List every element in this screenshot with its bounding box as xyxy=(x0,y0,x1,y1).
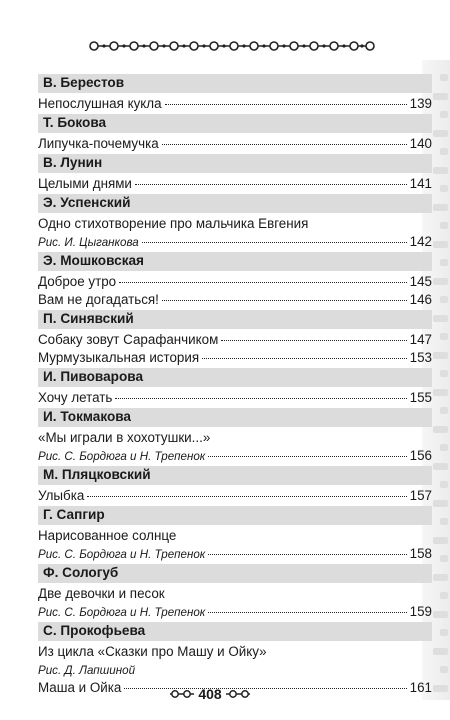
entry-page-number: 146 xyxy=(409,292,432,307)
bleed-through-mark xyxy=(440,407,448,414)
bleed-through-mark xyxy=(433,500,448,507)
entry-title: Две девочки и песок xyxy=(38,586,165,601)
entry-title: Из цикла «Сказки про Машу и Ойку» xyxy=(38,644,267,659)
bleed-through-mark xyxy=(440,592,448,599)
entry-page-number: 158 xyxy=(409,546,432,561)
toc-section xyxy=(38,154,432,193)
dot-leader xyxy=(119,282,407,283)
bleed-through-mark xyxy=(433,648,448,655)
author-heading: В. Берестов xyxy=(38,74,432,93)
bleed-through-mark xyxy=(433,204,448,211)
ornament-chain-icon xyxy=(88,36,376,56)
toc-entry[interactable] xyxy=(38,215,432,233)
dot-leader xyxy=(208,612,406,613)
entry-page-number: 139 xyxy=(409,96,432,111)
dot-leader xyxy=(202,358,407,359)
author-heading: Э. Успенский xyxy=(38,194,432,213)
entry-title: Хочу летать xyxy=(38,390,113,405)
illustrator-credit: Рис. С. Бордюга и Н. Трепенок xyxy=(38,450,206,463)
author-heading: Г. Сапгир xyxy=(38,506,432,525)
toc-entry[interactable] xyxy=(38,603,432,621)
dot-leader xyxy=(115,398,406,399)
bleed-through-mark xyxy=(433,463,448,470)
entry-page-number: 141 xyxy=(409,176,432,191)
illustrator-credit: Рис. С. Бордюга и Н. Трепенок xyxy=(38,548,206,561)
author-heading: В. Лунин xyxy=(38,154,432,173)
toc-entry[interactable] xyxy=(38,447,432,465)
bleed-through-mark xyxy=(440,185,448,192)
bleed-through-mark xyxy=(440,74,448,81)
illustrator-credit: Рис. Д. Лапшиной xyxy=(38,664,136,677)
toc-section xyxy=(38,310,432,367)
dot-leader xyxy=(208,554,406,555)
bleed-through-mark xyxy=(440,111,448,118)
toc-entry[interactable] xyxy=(38,545,432,563)
entry-page-number: 157 xyxy=(409,488,432,503)
toc-entry[interactable] xyxy=(38,291,432,309)
author-heading: И. Токмакова xyxy=(38,408,432,427)
illustrator-credit: Рис. С. Бордюга и Н. Трепенок xyxy=(38,606,206,619)
dot-leader xyxy=(162,144,407,145)
entry-title: Улыбка xyxy=(38,488,85,503)
bleed-through-mark xyxy=(433,241,448,248)
dot-leader xyxy=(208,456,406,457)
entry-page-number: 153 xyxy=(409,350,432,365)
footer-ornament-right-icon xyxy=(226,689,250,699)
bleed-through-mark xyxy=(440,666,448,673)
author-heading: П. Синявский xyxy=(38,310,432,329)
bleed-through-mark xyxy=(433,352,448,359)
top-ornament xyxy=(88,36,376,56)
dot-leader xyxy=(221,340,406,341)
bleed-through-mark xyxy=(440,555,448,562)
bleed-through-mark xyxy=(433,685,448,692)
author-heading: Т. Бокова xyxy=(38,114,432,133)
bleed-through-mark xyxy=(440,148,448,155)
bleed-through-mark xyxy=(433,278,448,285)
author-heading: Ф. Сологуб xyxy=(38,564,432,583)
author-heading: С. Прокофьева xyxy=(38,622,432,641)
toc-section xyxy=(38,74,432,113)
entry-page-number: 147 xyxy=(409,332,432,347)
author-heading: М. Пляцковский xyxy=(38,466,432,485)
entry-page-number: 156 xyxy=(409,448,432,463)
bleed-through-mark xyxy=(440,296,448,303)
toc-entry[interactable] xyxy=(38,585,432,603)
toc-section xyxy=(38,194,432,251)
entry-title: Мурмузыкальная история xyxy=(38,350,200,365)
bleed-through-mark xyxy=(433,167,448,174)
entry-page-number: 145 xyxy=(409,274,432,289)
toc-entry[interactable] xyxy=(38,527,432,545)
toc-entry[interactable] xyxy=(38,487,432,505)
toc-entry[interactable] xyxy=(38,643,432,661)
bleed-through-mark xyxy=(433,537,448,544)
bleed-through-mark xyxy=(440,629,448,636)
entry-page-number: 155 xyxy=(409,390,432,405)
bleed-through-mark xyxy=(433,93,448,100)
bleed-through-mark xyxy=(433,315,448,322)
bleed-through-mark xyxy=(440,259,448,266)
bleed-through-mark xyxy=(440,481,448,488)
toc-entry[interactable] xyxy=(38,331,432,349)
toc-section xyxy=(38,114,432,153)
entry-title: Нарисованное солнце xyxy=(38,528,177,543)
bleed-through-mark xyxy=(433,574,448,581)
entry-title: Маша и Ойка xyxy=(38,680,122,695)
toc-entry[interactable] xyxy=(38,429,432,447)
toc-entry[interactable] xyxy=(38,95,432,113)
page-footer xyxy=(150,684,270,704)
page-number: 408 xyxy=(198,686,222,702)
dot-leader xyxy=(165,104,407,105)
entry-title: Целыми днями xyxy=(38,176,132,191)
toc-section xyxy=(38,408,432,465)
toc-section xyxy=(38,252,432,309)
bleed-through-mark xyxy=(440,222,448,229)
entry-title: Доброе утро xyxy=(38,274,117,289)
entry-title: Вам не догадаться! xyxy=(38,292,159,307)
bleed-through-mark xyxy=(433,130,448,137)
dot-leader xyxy=(87,496,406,497)
entry-title: Собаку зовут Сарафанчиком xyxy=(38,332,219,347)
toc-section xyxy=(38,506,432,563)
bleed-through-mark xyxy=(440,333,448,340)
toc-section xyxy=(38,368,432,407)
bleed-through-mark xyxy=(440,370,448,377)
toc-entry[interactable] xyxy=(38,175,432,193)
entry-title: Непослушная кукла xyxy=(38,96,162,111)
toc-entry[interactable] xyxy=(38,349,432,367)
entry-title: Одно стихотворение про мальчика Евгения xyxy=(38,216,309,231)
toc-entry[interactable] xyxy=(38,233,432,251)
toc-section xyxy=(38,564,432,621)
entry-title: «Мы играли в хохотушки...» xyxy=(38,430,211,445)
footer-ornament-left-icon xyxy=(170,689,194,699)
entry-title: Липучка-почемучка xyxy=(38,136,159,151)
author-heading: Э. Мошковская xyxy=(38,252,432,271)
entry-page-number: 161 xyxy=(409,680,432,695)
toc-entry[interactable] xyxy=(38,273,432,291)
bleed-through-mark xyxy=(440,444,448,451)
bleed-through-mark xyxy=(433,611,448,618)
dot-leader xyxy=(142,242,407,243)
toc-entry[interactable] xyxy=(38,661,432,679)
dot-leader xyxy=(135,184,407,185)
dot-leader xyxy=(162,300,407,301)
bleed-through-mark xyxy=(440,518,448,525)
entry-page-number: 142 xyxy=(409,234,432,249)
toc-entry[interactable] xyxy=(38,135,432,153)
entry-page-number: 159 xyxy=(409,604,432,619)
bleed-through-mark xyxy=(433,426,448,433)
entry-page-number: 140 xyxy=(409,136,432,151)
toc-entry[interactable] xyxy=(38,389,432,407)
table-of-contents xyxy=(38,74,432,698)
bleed-through-mark xyxy=(433,389,448,396)
author-heading: И. Пивоварова xyxy=(38,368,432,387)
illustrator-credit: Рис. И. Цыганкова xyxy=(38,236,139,249)
toc-section xyxy=(38,466,432,505)
